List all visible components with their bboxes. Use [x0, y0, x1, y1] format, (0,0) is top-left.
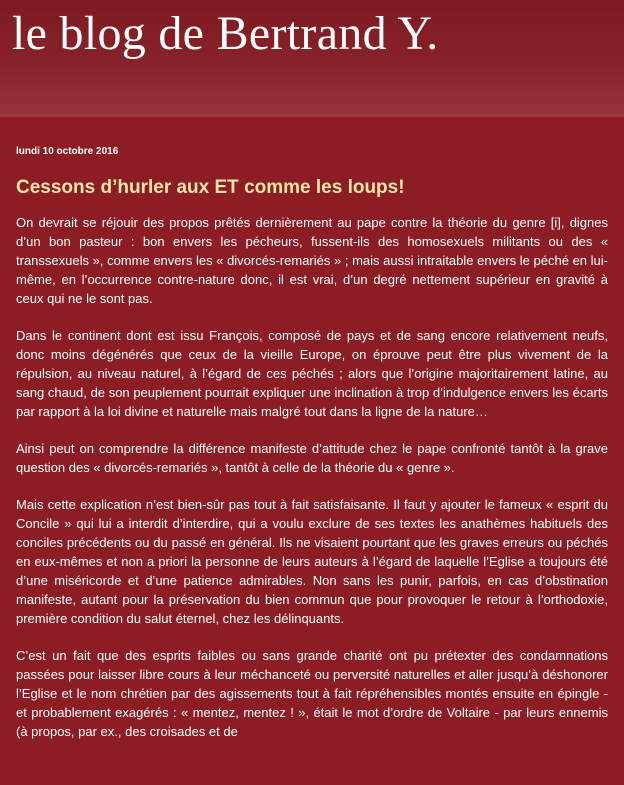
post-paragraph: Dans le continent dont est issu François, composé de pays et de sang encore relativement neufs, donc moins dégénérés que ceux de la vieille Europe, on éprouve peut être plus vivement de la répulsion, au niveau naturel, à l’égard de ces péchés ; alors que l’origine majoritairement latine, au sang chaud, de son peuplement pourrait expliquer une inclination à trop d’indulgence envers les écarts par rapport à la loi divine et naturelle mais malgré tout dans la ligne de la nature… [16, 328, 608, 419]
post-date: lundi 10 octobre 2016 [16, 146, 119, 157]
post-paragraph: Ainsi peut on comprendre la différence manifeste d’attitude chez le pape confronté tantôt à la grave question des « divorcés-remariés », tantôt à celle de la théorie du « genre ». [16, 441, 608, 475]
blog-header [0, 0, 624, 117]
post-paragraph: On devrait se réjouir des propos prêtés dernièrement au pape contre la théorie du genre [i], dignes d’un bon pasteur : bon envers les pécheurs, fussent-ils des homosexuels militants ou des « transsexuels », comme envers les « divorcés-remariés » ; mais aussi intraitable envers le péché en lui-même, en l’occurrence contre-nature donc, il est vrai, d’un degré nettement supérieur en gravité à ceux qui ne le sont pas. [16, 215, 608, 306]
post-paragraph: Mais cette explication n’est bien-sûr pas tout à fait satisfaisante. Il faut y ajouter le fameux « esprit du Concile » qui lui a interdit d’interdire, qui a voulu exclure de ses textes les anathèmes habituels des conciles précédents ou du passé en général. Ils ne visaient pourtant que les graves erreurs ou péchés en eux-mêmes et non a priori la personne de leurs auteurs à l’égard de laquelle l’Eglise a toujours été d’une miséricorde et d’une patience admirables. Non sans les punir, parfois, en cas d’obstination manifeste, autant pour la préservation du bien commun que pour provoquer le retour à l’orthodoxie, première condition du salut éternel, chez les délinquants. [16, 497, 608, 626]
blog-title[interactable]: le blog de Bertrand Y. [12, 7, 439, 60]
post-paragraph: C’est un fait que des esprits faibles ou sans grande charité ont pu prétexter des condamnations passées pour laisser libre cours à leur méchanceté ou perversité naturelles et aller jusqu’à déshonorer l’Eglise et le nom chrétien par des agissements tout à fait répréhensibles montés ensuite en épingle - et probablement exagérés : « mentez, mentez ! », était le mot d’ordre de Voltaire - par leurs ennemis (à propos, par ex., des croisades et de [16, 648, 608, 739]
header-divider [0, 114, 624, 117]
post-title[interactable]: Cessons d’hurler aux ET comme les loups! [16, 177, 405, 198]
post-body [16, 213, 608, 741]
blog-post [0, 146, 624, 741]
